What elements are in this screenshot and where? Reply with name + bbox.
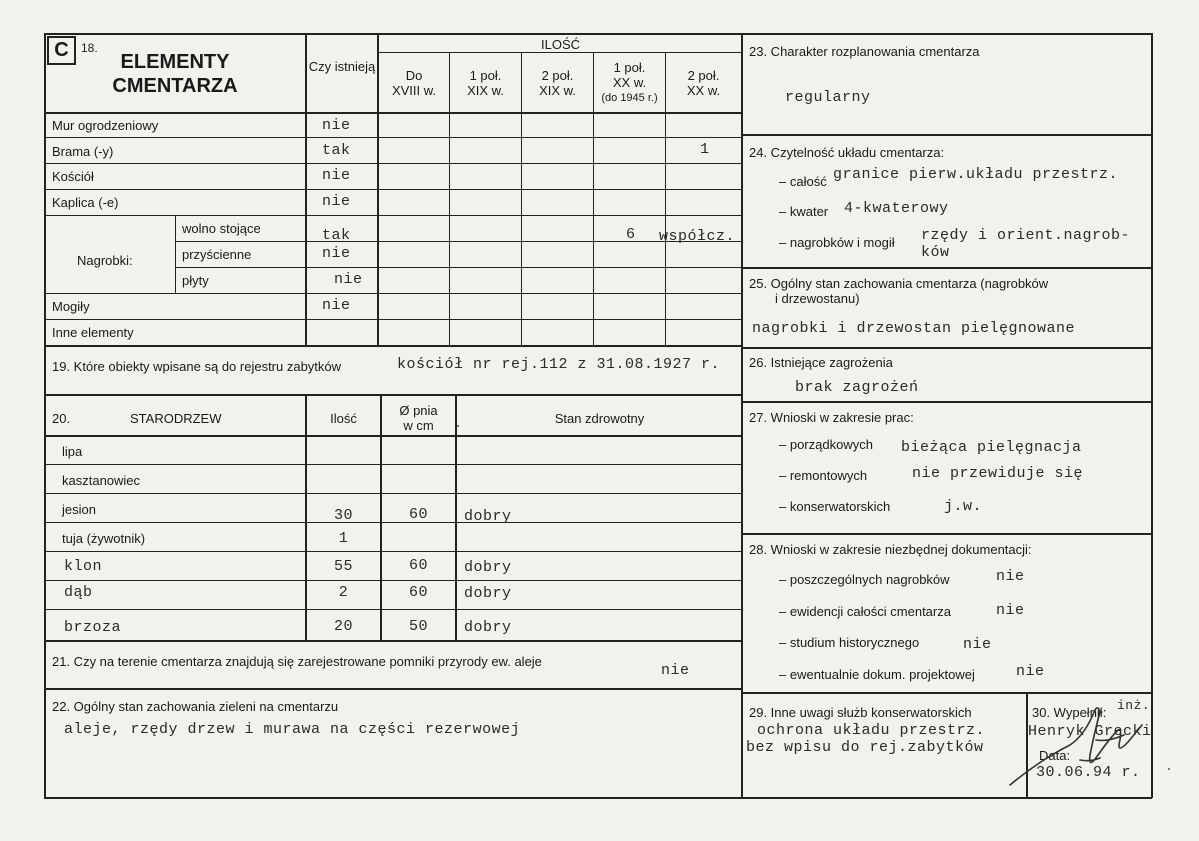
section28-bottom (741, 692, 1152, 694)
section25-bottom (741, 347, 1152, 349)
tree-diam-dab: 60 (408, 584, 428, 601)
exists-przyscienne: nie (322, 245, 351, 262)
tree-name-dab: dąb (64, 584, 93, 601)
section20-number: 20. (52, 411, 71, 426)
nagrobki-divider (175, 215, 176, 293)
tree-count-dab: 2 (338, 584, 349, 601)
s20-bottom (44, 640, 742, 642)
section20-title: STARODRZEW (130, 411, 222, 426)
section22-value: aleje, rzędy drzew i murawa na części rezerwowej (64, 721, 521, 738)
row-line-8 (44, 319, 742, 320)
period-4-l2: XX w. (612, 75, 647, 90)
section18-bottom (44, 345, 742, 347)
ilosc-divider (377, 52, 742, 53)
s28-item-3-value: nie (963, 636, 992, 653)
frame-top-right (741, 33, 1152, 35)
row-line-2 (44, 163, 742, 164)
frame-right (1151, 33, 1153, 798)
section19-label: 19. Które obiekty wpisane są do rejestru zabytków (52, 359, 342, 374)
section25-value: nagrobki i drzewostan pielęgnowane (752, 320, 1076, 337)
section29-value-2: bez wpisu do rej.zabytków (746, 739, 984, 756)
section23-bottom (741, 134, 1152, 136)
tree-count-brzoza: 20 (333, 618, 353, 635)
s24-item-2-label: – kwater (779, 204, 829, 219)
tree-diam-brzoza: 50 (408, 618, 428, 635)
section21-label: 21. Czy na terenie cmentarza znajdują się zarejestrowane pomniki przyrody ew. aleje (52, 654, 542, 669)
s28-item-2-label: – ewidencji całości cmentarza (779, 604, 951, 619)
section24-bottom (741, 267, 1152, 269)
section-letter: C (47, 36, 76, 65)
exists-mogily: nie (322, 297, 351, 314)
period-4-l1: 1 poł. (613, 60, 646, 75)
s28-item-2-value: nie (996, 602, 1025, 619)
signature-scribble (1000, 700, 1150, 795)
s20-row-2 (44, 493, 742, 494)
row-label-inne: Inne elementy (52, 325, 134, 340)
frame-bottom (44, 797, 1152, 799)
frame-left (44, 33, 46, 798)
s27-item-1-label: – porządkowych (779, 437, 873, 452)
period-1-l1: Do (405, 68, 423, 83)
col-pien-header-2: w cm (403, 418, 434, 433)
s20-col-3 (455, 396, 457, 641)
row-label-kaplica: Kaplica (-e) (52, 195, 119, 210)
period-2-l2: XIX w. (467, 83, 504, 98)
count-wolno-2xx: współcz. (659, 228, 736, 245)
row-line-3 (44, 189, 742, 190)
row-label-brama: Brama (-y) (52, 144, 114, 159)
count-wolno: 6 (626, 226, 636, 243)
period-1-l2: XVIII w. (391, 83, 437, 98)
col-stan-header: Stan zdrowotny (554, 411, 645, 426)
tree-state-dab: dobry (464, 585, 512, 602)
section18-title-2: CMENTARZA (112, 75, 238, 97)
section26-value: brak zagrożeń (795, 379, 919, 396)
tree-state-brzoza: dobry (464, 619, 512, 636)
section30-label: 30. Wypełnił: (1032, 705, 1107, 720)
s24-item-3-value-2: ków (921, 244, 950, 261)
s28-item-3-label: – studium historycznego (779, 635, 920, 650)
s20-header-bottom (44, 435, 742, 437)
row-line-7 (44, 293, 742, 294)
s28-item-4-value: nie (1016, 663, 1045, 680)
tree-count-tuja: 1 (338, 530, 349, 547)
frame-top-left (44, 33, 742, 35)
s24-item-3-label: – nagrobków i mogił (779, 235, 895, 250)
s24-item-1-value: granice pierw.układu przestrz. (833, 166, 1119, 183)
section23-value: regularny (785, 89, 871, 106)
period-3-l1: 2 poł. (541, 68, 574, 83)
period-5-l2: XX w. (686, 83, 721, 98)
section28-label: 28. Wnioski w zakresie niezbędnej dokumentacji: (749, 542, 1032, 557)
row-label-kosciol: Kościół (52, 169, 94, 184)
tree-name-klon: klon (64, 558, 103, 575)
s24-item-3-value: rzędy i orient.nagrob- (921, 227, 1131, 244)
exists-plyty: nie (334, 271, 363, 288)
row-label-plyty: płyty (182, 273, 209, 288)
row-label-mogily: Mogiły (52, 299, 90, 314)
section26-bottom (741, 401, 1152, 403)
nagrobki-label: Nagrobki: (77, 253, 133, 268)
s28-item-1-label: – poszczególnych nagrobków (779, 572, 950, 587)
section21-value: nie (661, 662, 690, 679)
s27-item-1-value: bieżąca pielęgnacja (901, 439, 1082, 456)
period-5-l1: 2 poł. (687, 68, 720, 83)
tree-count-klon: 55 (333, 558, 353, 575)
s20-row-5 (44, 580, 742, 581)
s20-row-4 (44, 551, 742, 552)
tree-state-klon: dobry (464, 559, 512, 576)
ilosc-header: ILOŚĆ (540, 37, 580, 52)
header-bottom-line (44, 112, 742, 114)
s20-row-6 (44, 609, 742, 610)
section18-number: 18. (81, 41, 98, 55)
section23-label: 23. Charakter rozplanowania cmentarza (749, 44, 980, 59)
row-line-4 (44, 215, 742, 216)
s24-item-1-label: – całość (779, 174, 827, 189)
row-label-przyscienne: przyścienne (182, 247, 252, 262)
row-line-5 (175, 241, 742, 242)
s28-item-1-value: nie (996, 568, 1025, 585)
tree-diam-jesion: 60 (408, 506, 428, 523)
tree-count-jesion: 30 (333, 507, 353, 524)
section27-label: 27. Wnioski w zakresie prac: (749, 410, 914, 425)
exists-mur: nie (322, 117, 351, 134)
row-line-1 (44, 137, 742, 138)
section24-label: 24. Czytelność układu cmentarza: (749, 145, 945, 160)
tree-name-kasztanowiec: kasztanowiec (62, 473, 141, 488)
period-4-l3: (do 1945 r.) (601, 92, 658, 104)
tree-name-brzoza: brzoza (64, 619, 122, 636)
section21-bottom (44, 688, 742, 690)
row-label-wolno: wolno stojące (182, 221, 261, 236)
section29-label: 29. Inne uwagi służb konserwatorskich (749, 705, 972, 720)
period-2-l1: 1 poł. (469, 68, 502, 83)
s27-item-2-value: nie przewiduje się (912, 465, 1084, 482)
tree-name-lipa: lipa (62, 444, 83, 459)
s27-item-3-label: – konserwatorskich (779, 499, 891, 514)
col-ilosc-header: Ilość (330, 411, 357, 426)
s28-item-4-label: – ewentualnie dokum. projektowej (779, 667, 975, 682)
paper-dot-1 (457, 425, 459, 427)
row-label-mur: Mur ogrodzeniowy (52, 118, 159, 133)
row-line-6 (175, 267, 742, 268)
section29-value-1: ochrona układu przestrz. (757, 722, 986, 739)
exists-wolno: tak (322, 227, 351, 244)
exists-kosciol: nie (322, 167, 351, 184)
s27-item-2-label: – remontowych (779, 468, 868, 483)
section26-label: 26. Istniejące zagrożenia (749, 355, 893, 370)
s27-item-3-value: j.w. (944, 498, 983, 515)
section30-title: inż. (1117, 698, 1151, 713)
period-3-l2: XIX w. (539, 83, 576, 98)
exists-brama: tak (322, 142, 351, 159)
s20-row-1 (44, 464, 742, 465)
exists-kaplica: nie (322, 193, 351, 210)
paper-dot-2 (1168, 768, 1170, 770)
tree-diam-klon: 60 (408, 557, 428, 574)
count-brama: 1 (700, 141, 710, 158)
section25-label-2: i drzewostanu) (775, 291, 860, 306)
s24-item-2-value: 4-kwaterowy (844, 200, 949, 217)
tree-name-jesion: jesion (62, 502, 96, 517)
col-pien-header-1: Ø pnia (399, 403, 438, 418)
section30-date-value: 30.06.94 r. (1036, 764, 1141, 781)
tree-state-jesion: dobry (464, 508, 512, 525)
section22-label: 22. Ogólny stan zachowania zieleni na cmentarzu (52, 699, 339, 714)
section27-bottom (741, 533, 1152, 535)
section30-date-label: Data: (1039, 748, 1071, 763)
section25-label-1: 25. Ogólny stan zachowania cmentarza (nagrobków (749, 276, 1049, 291)
section19-bottom (44, 394, 742, 396)
tree-name-tuja: tuja (żywotnik) (62, 531, 146, 546)
col-exists-header: Czy istnieją (308, 59, 376, 74)
section30-name: Henryk Grecki (1028, 723, 1152, 740)
section19-value: kościół nr rej.112 z 31.08.1927 r. (397, 356, 721, 373)
section18-title-1: ELEMENTY (120, 51, 230, 73)
